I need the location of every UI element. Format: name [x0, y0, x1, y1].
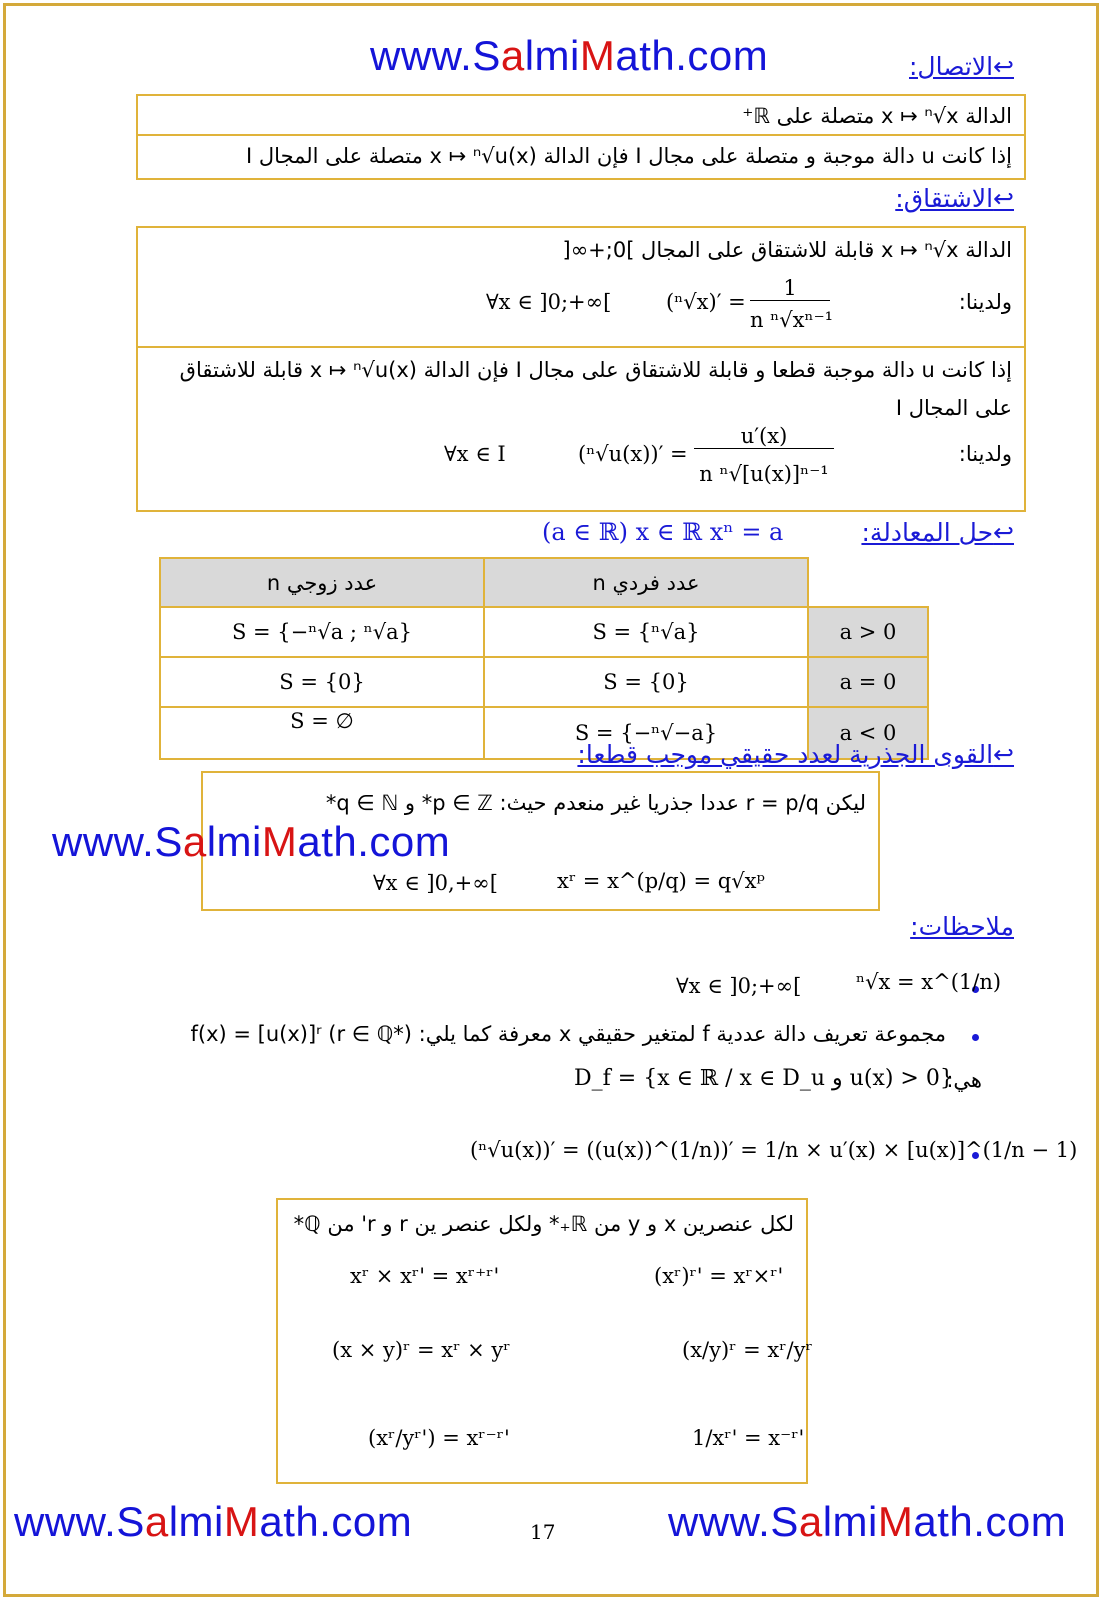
watermark-top[interactable]: www.SalmiMath.com: [370, 32, 769, 79]
have-label: ولدينا:: [958, 290, 1012, 314]
formula-2-lhs: (ⁿ√u(x))′ =: [578, 442, 688, 466]
section-title-notes: ملاحظات:: [910, 912, 1014, 941]
derivation-line-1: الدالة x ↦ ⁿ√x قابلة للاشتقاق على المجال ]0;+∞[: [562, 238, 1012, 262]
page-number: 17: [530, 1520, 556, 1544]
section-title-equation: ↩حل المعادلة:: [861, 518, 1014, 547]
bullet-icon: [972, 1034, 979, 1041]
condition: a = 0: [808, 657, 928, 707]
equation-solutions-table: [159, 557, 929, 760]
formula-2-den: n ⁿ√[u(x)]ⁿ⁻¹: [699, 462, 829, 486]
rational-definition: ليكن r = p/q عددا جذريا غير منعدم حيث: p ∈ ℤ* و q ∈ ℕ*: [325, 791, 866, 815]
derivation-line-3: على المجال I: [895, 396, 1012, 420]
even-solution: S = ∅: [160, 707, 484, 759]
continuity-line-2: إذا كانت u دالة موجبة و متصلة على مجال I فإن الدالة x ↦ ⁿ√u(x) متصلة على المجال I: [246, 144, 1012, 168]
note-2-domain-formula: D_f = {x ∈ ℝ / x ∈ D_u و u(x) > 0}: [574, 1066, 954, 1091]
note-2-text: مجموعة تعريف دالة عددية f لمتغير حقيقي x معرفة كما يلي: f(x) = [u(x)]ʳ (r ∈ ℚ*): [190, 1022, 946, 1046]
section-title-rational-powers: ↩القوى الجذرية لعدد حقيقي موجب قطعا:: [577, 740, 1014, 769]
even-solution: S = {−ⁿ√a ; ⁿ√a}: [160, 607, 484, 657]
property-product-same-base: xʳ × xʳ' = xʳ⁺ʳ': [350, 1264, 500, 1288]
properties-intro: لكل عنصرين x و y من ℝ₊* ولكل عنصر ين r و r' من ℚ*: [293, 1212, 794, 1236]
section-title-continuity: ↩الاتصال:: [909, 52, 1014, 81]
table-row: [160, 607, 928, 657]
formula-2-num: u′(x): [694, 424, 834, 449]
derivation-box: [136, 226, 1026, 512]
rational-formula: xʳ = x^(p/q) = q√xᵖ: [557, 869, 765, 893]
note-1-domain: ∀x ∈ ]0;+∞[: [676, 974, 802, 998]
formula-1-domain: ∀x ∈ ]0;+∞[: [486, 290, 612, 314]
property-quotient-same-base: (xʳ/yʳ') = xʳ⁻ʳ': [368, 1426, 510, 1450]
continuity-line-1: الدالة x ↦ ⁿ√x متصلة على ℝ⁺: [742, 104, 1012, 128]
equation-formula: (a ∈ ℝ) x ∈ ℝ xⁿ = a: [542, 518, 784, 546]
formula-1-num: 1: [750, 276, 830, 301]
odd-solution: S = {0}: [484, 657, 808, 707]
arrow-icon: ↩: [993, 518, 1014, 547]
even-solution: S = {0}: [160, 657, 484, 707]
header-odd: n عدد فردي: [484, 558, 808, 607]
rational-domain: ∀x ∈ ]0,+∞[: [373, 871, 498, 895]
continuity-box: [136, 94, 1026, 180]
header-even: n عدد زوجي: [160, 558, 484, 607]
have-label-2: ولدينا:: [958, 442, 1012, 466]
derivation-line-2: إذا كانت u دالة موجبة قطعا و قابلة للاشتقاق على مجال I فإن الدالة x ↦ ⁿ√u(x) قابلة للاشتقاق: [179, 358, 1012, 382]
formula-1-den: n ⁿ√xⁿ⁻¹: [750, 308, 834, 332]
properties-box: [276, 1198, 813, 1484]
table-header-row: [160, 558, 928, 607]
watermark-middle[interactable]: www.SalmiMath.com: [52, 818, 451, 865]
formula-2-domain: ∀x ∈ I: [444, 442, 506, 466]
arrow-icon: ↩: [993, 52, 1014, 81]
note-1-formula: ⁿ√x = x^(1/n): [856, 970, 1002, 994]
arrow-icon: ↩: [993, 184, 1014, 213]
table-row: [160, 657, 928, 707]
condition: a < 0: [808, 707, 928, 759]
property-product-power: (x × y)ʳ = xʳ × yʳ: [332, 1338, 511, 1362]
formula-1-lhs: (ⁿ√x)′ =: [666, 290, 746, 314]
odd-solution: S = {−ⁿ√−a}: [484, 707, 808, 759]
condition: a > 0: [808, 607, 928, 657]
property-quotient-power: (x/y)ʳ = xʳ/yʳ: [682, 1338, 813, 1362]
watermark-bottom-right[interactable]: www.SalmiMath.com: [668, 1498, 1067, 1545]
section-title-derivation: ↩الاشتقاق:: [895, 184, 1014, 213]
property-power-of-power: (xʳ)ʳ' = xʳ×ʳ': [654, 1264, 784, 1288]
arrow-icon: ↩: [993, 740, 1014, 769]
watermark-bottom-left[interactable]: www.SalmiMath.com: [14, 1498, 413, 1545]
property-negative-exponent: 1/xʳ' = x⁻ʳ': [692, 1426, 805, 1450]
odd-solution: S = {ⁿ√a}: [484, 607, 808, 657]
note-3-formula: (ⁿ√u(x))′ = ((u(x))^(1/n))′ = 1/n × u′(x) × [u(x)]^(1/n − 1): [470, 1138, 1078, 1162]
note-2-label: هي:: [946, 1068, 982, 1092]
